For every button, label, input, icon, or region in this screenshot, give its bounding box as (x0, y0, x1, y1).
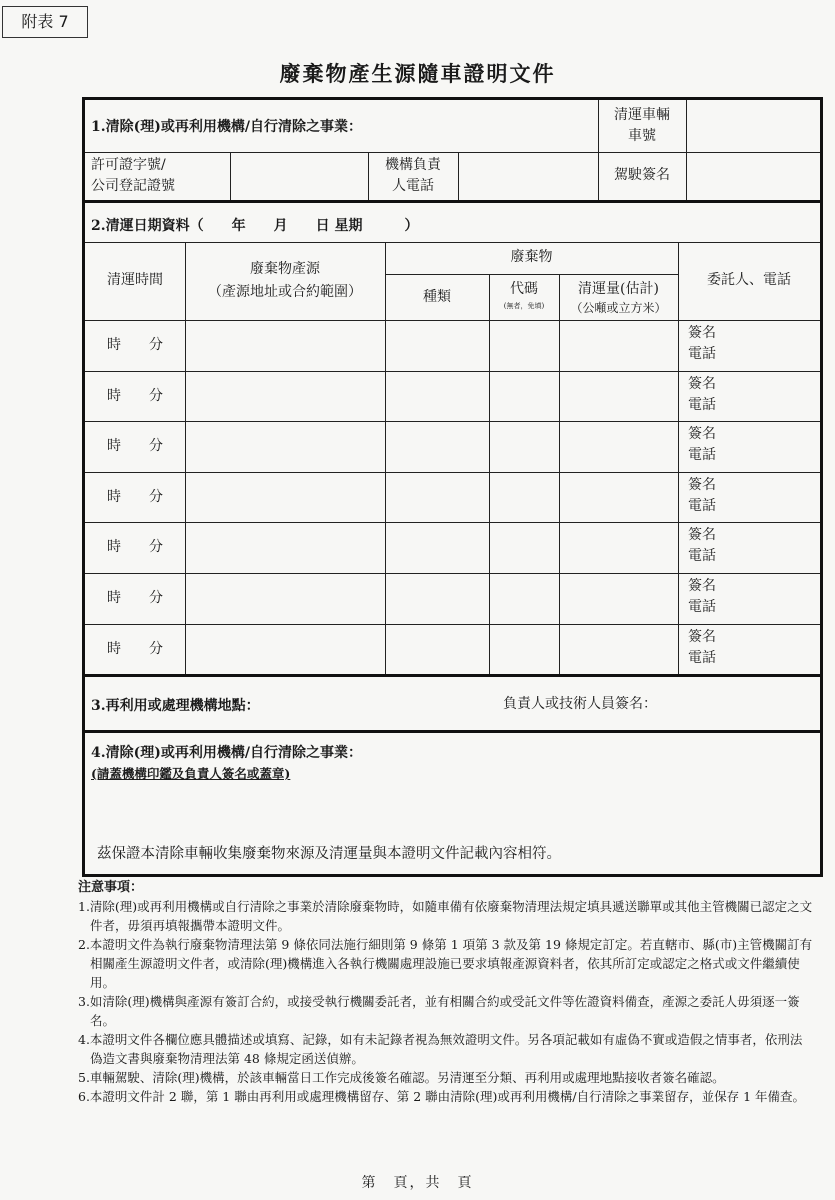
col-source-subheader: （產源地址或合約範圍） (208, 284, 362, 300)
col-source-header: 廢棄物產源 (250, 261, 320, 277)
pickup-time-label: 時 分 (107, 337, 163, 353)
col-time-header: 清運時間 (107, 272, 163, 288)
notes (78, 878, 813, 1106)
col-qty-header: 清運量(估計) (578, 281, 659, 297)
client-phone-label: 電話 (688, 548, 716, 565)
client-phone-label: 電話 (688, 497, 716, 514)
client-phone-label: 電話 (688, 447, 716, 464)
col-code-header: 代碼 (510, 281, 538, 297)
note-item: 6.本證明文件計 2 聯，第 1 聯由再利用或處理機構留存、第 2 聯由清除(理)或再利用機構/自行清除之事業留存，並保存 1 年備查。 (78, 1089, 805, 1104)
section1-label: 1.清除(理)或再利用機構/自行清除之事業： (91, 119, 362, 135)
pickup-time-label: 時 分 (107, 387, 163, 404)
seal-note: (請蓋機構印鑑及負責人簽名或蓋章) (91, 766, 291, 781)
note-item: 2.本證明文件為執行廢棄物清理法第 9 條依同法施行細則第 9 條第 1 項第 3 款及第 19 條規定訂定。若直轄市、縣(市)主管機關訂有相關產生源證明文件者，或清除(理)機構進入各執行機關處理設施已要求填報產源資料者，依其所訂定或認定之格式或文件繼續使用。 (78, 937, 813, 990)
pickup-time-label: 時 分 (107, 438, 163, 455)
client-phone-label: 電話 (688, 346, 716, 362)
col-waste-header: 廢棄物 (510, 249, 553, 265)
section4-label: 4.清除(理)或再利用機構/自行清除之事業： (91, 745, 362, 761)
form-frame (82, 97, 823, 877)
col-type-header: 種類 (423, 289, 451, 305)
company-registration-label: 公司登記證號 (91, 178, 175, 194)
note-item: 3.如清除(理)機構與產源有簽訂合約，或接受執行機關委託者，並有相關合約或受託文件等佐證資料備查，產源之委託人毋須逐一簽名。 (78, 994, 800, 1028)
pickup-time-label: 時 分 (107, 488, 163, 505)
driver-sign-label: 駕駛簽名 (614, 167, 670, 183)
form-title: 廢棄物產生源隨車證明文件 (279, 61, 556, 86)
responsible-sign-label: 負責人或技術人員簽名： (503, 696, 657, 712)
col-code-note: (無者，免填) (503, 302, 545, 310)
client-sign-label: 簽名 (688, 426, 716, 443)
client-sign-label: 簽名 (688, 476, 716, 493)
client-sign-label: 簽名 (688, 628, 716, 645)
note-item: 5.車輛駕駛、清除(理)機構，於該車輛當日工作完成後簽名確認。另清運至分類、再利用或處理地點接收者簽名確認。 (78, 1070, 725, 1085)
vehicle-number-label: 車號 (628, 128, 656, 144)
col-qty-subheader: （公噸或立方米） (570, 301, 667, 315)
vehicle-label: 清運車輛 (614, 107, 670, 123)
pickup-time-label: 時 分 (107, 539, 163, 556)
permit-label: 許可證字號/ (91, 157, 166, 173)
notes-title: 注意事項： (78, 880, 144, 895)
client-sign-label: 簽名 (688, 375, 716, 392)
pickup-time-label: 時 分 (107, 590, 163, 606)
declaration-text: 茲保證本清除車輛收集廢棄物來源及清運量與本證明文件記載內容相符。 (97, 846, 561, 862)
section2-date-label: 2.清運日期資料（ 年 月 日 星期 ） (91, 218, 419, 234)
client-phone-label: 電話 (688, 396, 716, 413)
org-head-label: 機構負責 (385, 157, 441, 173)
note-item: 1.清除(理)或再利用機構或自行清除之事業於清除廢棄物時，如隨車備有依廢棄物清理法規定填具遞送聯單或其他主管機關已認定之文件者，毋須再填報攜帶本證明文件。 (78, 899, 813, 933)
client-phone-label: 電話 (688, 649, 716, 666)
client-sign-label: 簽名 (688, 527, 716, 544)
page-footer: 第 頁，共 頁 (361, 1175, 474, 1191)
client-sign-label: 簽名 (688, 325, 716, 341)
col-client-header: 委託人、電話 (707, 272, 791, 288)
pickup-time-label: 時 分 (107, 640, 163, 657)
client-phone-label: 電話 (688, 599, 716, 615)
note-item: 4.本證明文件各欄位應具體描述或填寫、記錄，如有未記錄者視為無效證明文件。另各項記載如有虛偽不實或造假之情事者，依刑法偽造文書與廢棄物清理法第 48 條規定函送偵辦。 (78, 1032, 803, 1066)
client-sign-label: 簽名 (688, 578, 716, 594)
org-head-phone-label: 人電話 (392, 178, 434, 194)
annex-label: 附表 7 (2, 6, 88, 38)
section3-label: 3.再利用或處理機構地點： (91, 698, 260, 714)
